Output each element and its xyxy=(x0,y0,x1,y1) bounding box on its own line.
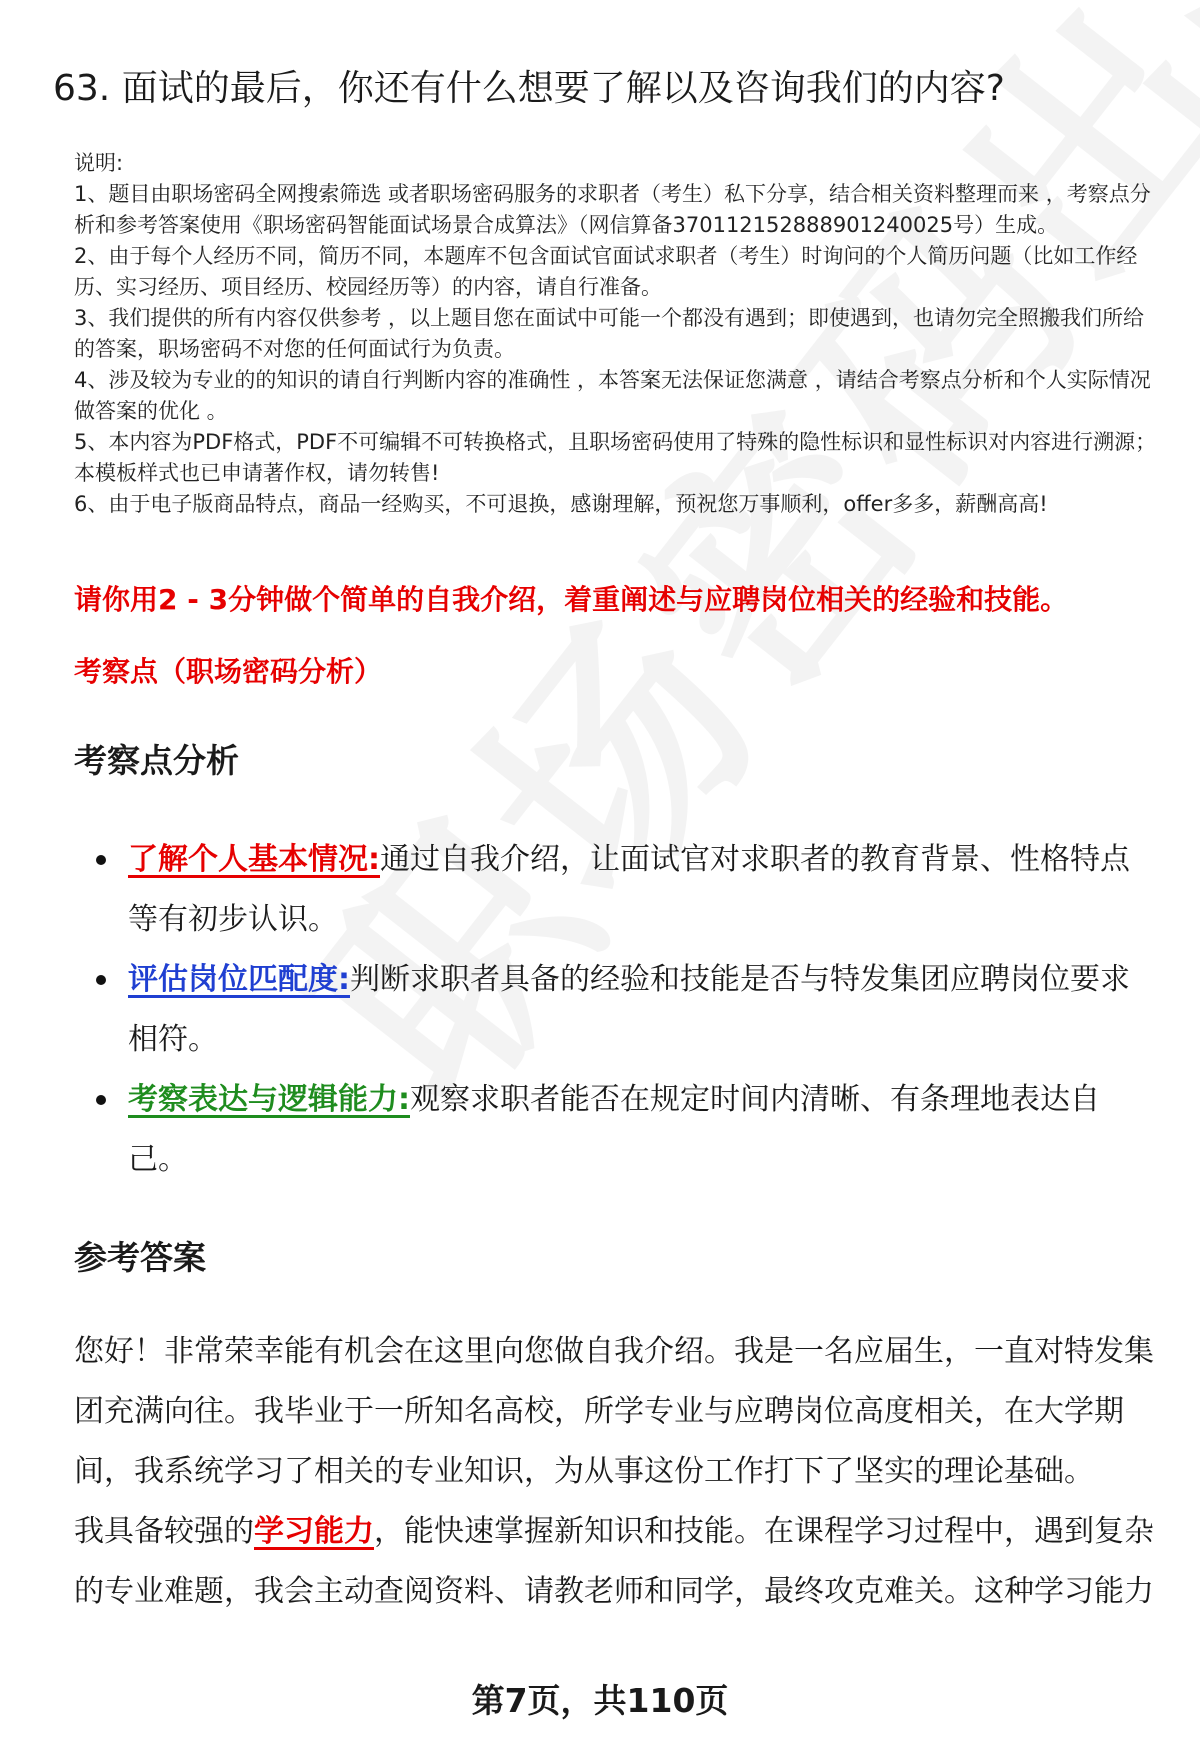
bullet-icon xyxy=(96,975,106,985)
point-keyword: 考察表达与逻辑能力: xyxy=(128,1082,410,1117)
notes-item: 4、涉及较为专业的的知识的请自行判断内容的准确性 ，本答案无法保证您满意 ，请结合考察点分析和个人实际情况做答案的优化 。 xyxy=(74,368,1151,423)
analysis-points xyxy=(96,830,1146,1190)
answer-heading: 参考答案 xyxy=(74,1238,206,1277)
notes-item: 1、题目由职场密码全网搜索筛选 或者职场密码服务的求职者（考生）私下分享，结合相关资料整理而来 ，考察点分析和参考答案使用《职场密码智能面试场景合成算法》（网信算备370112152888901240025号）生成。 xyxy=(74,182,1151,237)
notes-item: 5、本内容为PDF格式，PDF不可编辑不可转换格式，且职场密码使用了特殊的隐性标识和显性标识对内容进行溯源；本模板样式也已申请著作权，请勿转售! xyxy=(74,430,1157,485)
answer-highlight: 学习能力 xyxy=(254,1514,374,1549)
notes-item: 2、由于每个人经历不同，简历不同，本题库不包含面试官面试求职者（考生）时询问的个人简历问题（比如工作经历、实习经历、项目经历、校园经历等）的内容，请自行准备。 xyxy=(74,244,1138,299)
page-footer: 第7页，共110页 xyxy=(471,1681,729,1720)
answer-text: ，能快速掌握新知识和技能。在课程学习过程中，遇到复杂的专业难题，我会主动查阅资料、请教老师和同学，最终攻克难关。这种学习能力 xyxy=(74,1514,1154,1609)
analysis-point xyxy=(96,950,1146,1070)
notes-item: 6、由于电子版商品特点，商品一经购买，不可退换，感谢理解，预祝您万事顺利，offer多多，薪酬高高! xyxy=(74,492,1048,516)
notes-heading: 说明: xyxy=(74,151,124,175)
answer-text: 我具备较强的 xyxy=(74,1514,254,1549)
point-text: 判断求职者具备的经验和技能是否与特发集团应聘岗位要求相符。 xyxy=(128,962,1130,1057)
point-keyword: 评估岗位匹配度: xyxy=(128,962,350,997)
page-title: 63. 面试的最后，你还有什么想要了解以及咨询我们的内容? xyxy=(53,68,1005,109)
answer-paragraph xyxy=(74,1502,1154,1622)
interview-question: 请你用2 - 3分钟做个简单的自我介绍，着重阐述与应聘岗位相关的经验和技能。 xyxy=(74,583,1069,616)
point-text: 通过自我介绍，让面试官对求职者的教育背景、性格特点等有初步认识。 xyxy=(128,842,1130,937)
notes-block xyxy=(74,148,1159,520)
notes-item: 3、我们提供的所有内容仅供参考 ，以上题目您在面试中可能一个都没有遇到；即使遇到，也请勿完全照搬我们所给的答案，职场密码不对您的任何面试行为负责。 xyxy=(74,306,1145,361)
bullet-icon xyxy=(96,1095,106,1105)
analysis-point xyxy=(96,830,1146,950)
analysis-subheading: 考察点（职场密码分析） xyxy=(74,655,383,688)
bullet-icon xyxy=(96,855,106,865)
analysis-heading: 考察点分析 xyxy=(74,741,239,780)
answer-paragraph: 您好！非常荣幸能有机会在这里向您做自我介绍。我是一名应届生，一直对特发集团充满向往。我毕业于一所知名高校，所学专业与应聘岗位高度相关，在大学期间，我系统学习了相关的专业知识，为从事这份工作打下了坚实的理论基础。 xyxy=(74,1334,1154,1489)
analysis-point xyxy=(96,1070,1146,1190)
point-keyword: 了解个人基本情况: xyxy=(128,842,380,877)
point-text: 观察求职者能否在规定时间内清晰、有条理地表达自己。 xyxy=(128,1082,1100,1177)
